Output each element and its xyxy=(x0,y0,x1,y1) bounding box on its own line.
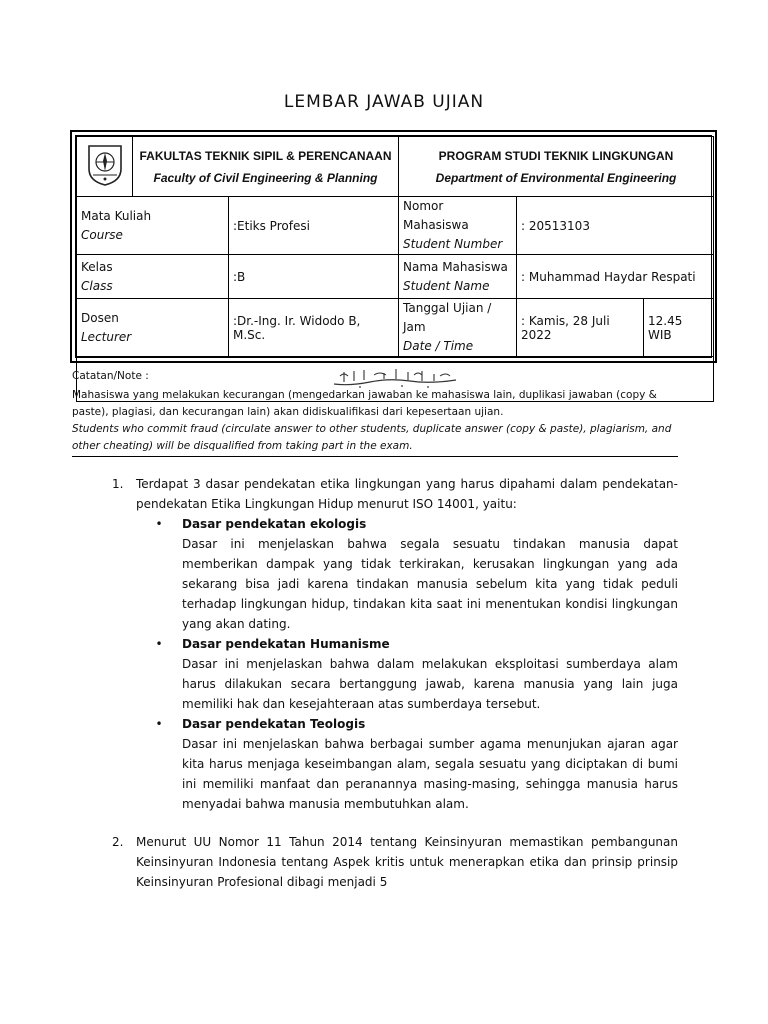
student-name-value: : Muhammad Haydar Respati xyxy=(517,255,714,299)
answer-1 xyxy=(112,474,678,814)
list-item-heading: Dasar pendekatan ekologis xyxy=(182,517,367,531)
exam-header-box xyxy=(70,130,717,363)
student-number-label-en: Student Number xyxy=(403,237,503,251)
exam-notes xyxy=(72,368,678,457)
list-item xyxy=(136,514,678,634)
exam-header-inner xyxy=(75,135,712,358)
notes-text-id: Mahasiswa yang melakukan kecurangan (mengedarkan jawaban ke mahasiswa lain, duplikasi jawaban (copy & paste), plagiasi, dan kecurangan lain) akan didiskualifikasi dari kepesertaan ujian. xyxy=(72,389,657,418)
exam-date-value: : Kamis, 28 Juli 2022 xyxy=(517,299,644,357)
answer-text: Menurut UU Nomor 11 Tahun 2014 tentang Keinsinyuran memastikan pembangunan Keinsinyuran Indonesia tentang Aspek kritis untuk menerapkan etika dan prinsip prinsip Keinsinyuran Profesional dibagi menjadi 5 xyxy=(136,835,678,889)
list-item-heading: Dasar pendekatan Humanisme xyxy=(182,637,390,651)
course-label-cell xyxy=(77,197,229,255)
program-name-id: PROGRAM STUDI TEKNIK LINGKUNGAN xyxy=(438,148,674,163)
exam-header-table xyxy=(76,136,714,402)
class-value: :B xyxy=(229,255,399,299)
course-label-en: Course xyxy=(81,227,123,242)
list-item-text: Dasar ini menjelaskan bahwa dalam melakukan eksploitasi sumberdaya alam harus dilakukan secara bertanggung jawab, karena manusia yang lain juga memiliki hak dan kesejahteraan atas sumberdaya tersebut. xyxy=(182,657,678,711)
course-label-id: Mata Kuliah xyxy=(81,208,152,223)
bullet-icon: • xyxy=(155,517,163,531)
list-item xyxy=(136,714,678,814)
faculty-name-id: FAKULTAS TEKNIK SIPIL & PERENCANAAN xyxy=(139,148,392,163)
answer-2 xyxy=(112,832,678,892)
lecturer-label-cell xyxy=(77,299,229,357)
university-seal-icon xyxy=(86,143,124,187)
class-label-id: Kelas xyxy=(81,259,113,274)
list-item-text: Dasar ini menjelaskan bahwa segala sesuatu tindakan manusia dapat memberikan dampak yang tidak terkirakan, kerusakan lingkungan yang ada sekarang bisa jadi karena tindakan manusia sebelum kita yang tidak peduli terhadap lingkungan hidup, tindakan kita saat ini menentukan kondisi lingkungan yang akan dating. xyxy=(182,537,678,631)
student-name-label-cell xyxy=(399,255,517,299)
exam-date-label-cell xyxy=(399,299,517,357)
answer-number: 1. xyxy=(112,477,124,491)
student-number-label-cell xyxy=(399,197,517,255)
list-item-heading: Dasar pendekatan Teologis xyxy=(182,717,366,731)
logo-cell xyxy=(77,137,133,197)
notes-text-en: Students who commit fraud (circulate answer to other students, duplicate answer (copy & paste), plagiarism, and other cheating) will be disqualified from taking part in the exam. xyxy=(72,421,678,457)
student-name-label-id: Nama Mahasiswa xyxy=(403,259,508,274)
bullet-icon: • xyxy=(155,717,163,731)
list-item-text: Dasar ini menjelaskan bahwa berbagai sumber agama menunjukan ajaran agar kita harus menjaga keseimbangan alam, segala sesuatu yang diciptakan di bumi ini memiliki manfaat dan peranannya masing-masing, sehingga manusia harus menyadai bahwa manusia membutuhkan alam. xyxy=(182,737,678,811)
answer-content xyxy=(112,474,678,910)
program-name-en: Department of Environmental Engineering xyxy=(435,170,677,185)
student-name-label-en: Student Name xyxy=(403,278,490,293)
faculty-cell xyxy=(133,137,399,197)
program-cell xyxy=(399,137,714,197)
lecturer-label-en: Lecturer xyxy=(81,329,132,344)
class-label-cell xyxy=(77,255,229,299)
exam-date-label-en: Date / Time xyxy=(403,339,474,353)
answer-text: Terdapat 3 dasar pendekatan etika lingkungan yang harus dipahami dalam pendekatan-pendekatan Etika Lingkungan Hidup menurut ISO 14001, yaitu: xyxy=(136,477,678,511)
lecturer-label-id: Dosen xyxy=(81,310,119,325)
class-label-en: Class xyxy=(81,278,113,293)
exam-date-label-id: Tanggal Ujian / Jam xyxy=(403,301,492,334)
student-number-label-id: Nomor Mahasiswa xyxy=(403,199,469,232)
lecturer-value: :Dr.-Ing. Ir. Widodo B, M.Sc. xyxy=(229,299,399,357)
answer-number: 2. xyxy=(112,835,124,849)
student-number-value: : 20513103 xyxy=(517,197,714,255)
bullet-icon: • xyxy=(155,637,163,651)
notes-heading: Catatan/Note : xyxy=(72,370,149,382)
exam-time-value: 12.45 WIB xyxy=(644,299,714,357)
list-item xyxy=(136,634,678,714)
page-title: LEMBAR JAWAB UJIAN xyxy=(283,92,485,112)
faculty-name-en: Faculty of Civil Engineering & Planning xyxy=(153,170,378,185)
course-value: :Etiks Profesi xyxy=(229,197,399,255)
